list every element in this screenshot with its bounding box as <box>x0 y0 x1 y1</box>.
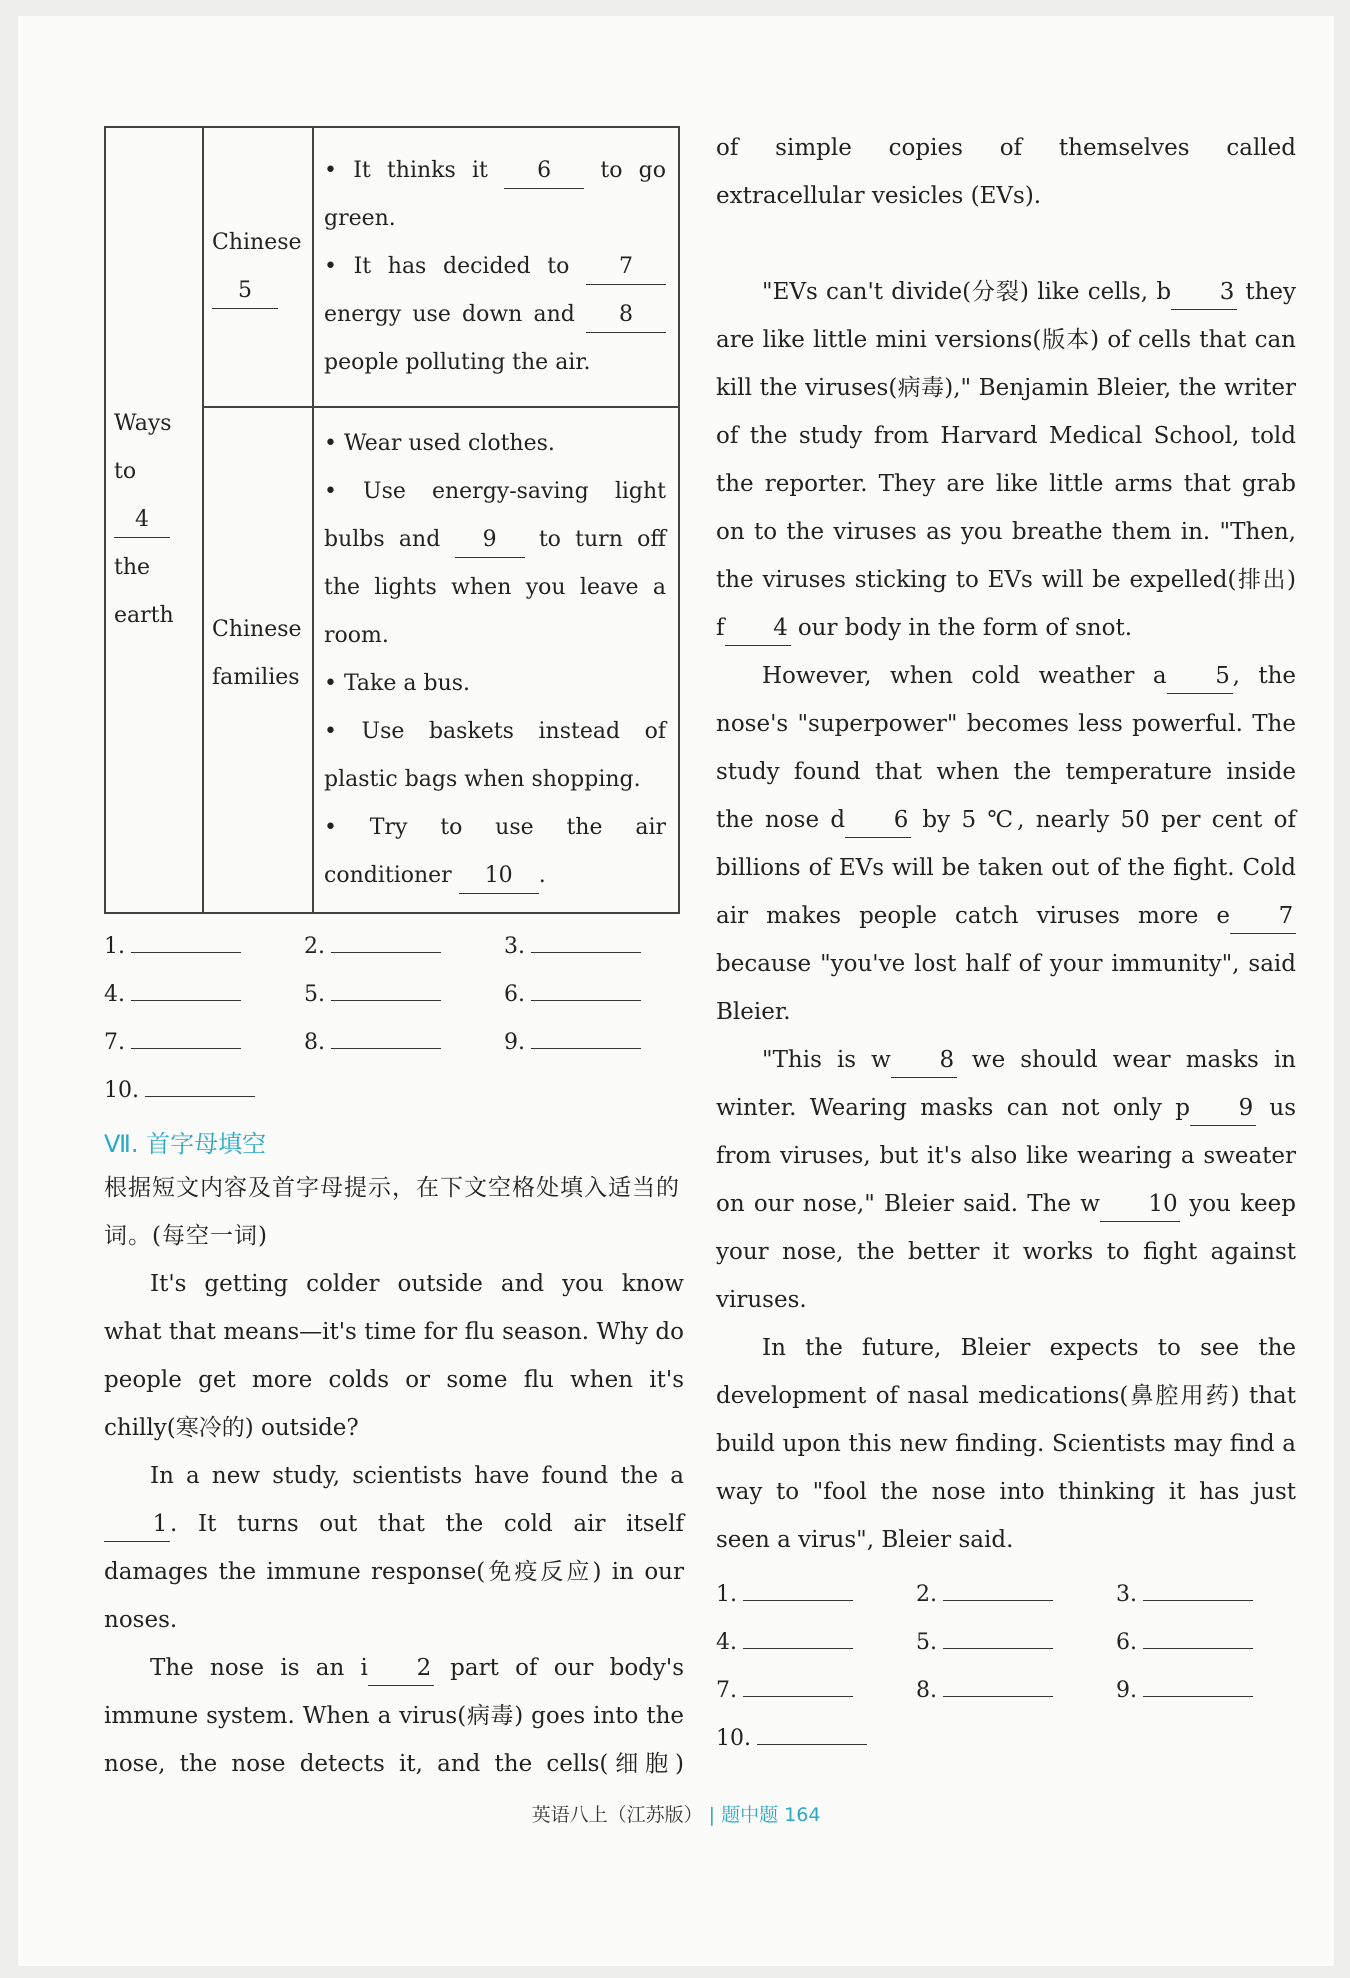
answer-8[interactable]: 8. <box>916 1668 1053 1708</box>
page-footer <box>18 1800 1334 1827</box>
passage-paragraph-6: "This is w 8 we should wear masks in winter. Wearing masks can not only p 9 us from viruses, but it's also like wearing a sweater on our nose," Bleier said. The w 10 you keep your nose, the better it works to fight against viruses. <box>716 1036 1296 1324</box>
passage-blank-1[interactable]: 1 <box>104 1507 170 1542</box>
passage-paragraph-3: The nose is an i 2 part of our body's immune system. When a virus(病毒) goes into the nose, the nose detects it, and the cells(细胞) <box>104 1644 684 1788</box>
families-label-2: families <box>212 665 300 690</box>
answer-9[interactable]: 9. <box>504 1020 641 1060</box>
answer-10[interactable]: 10. <box>104 1068 255 1108</box>
row-header-to: to <box>114 459 137 484</box>
answer-4[interactable]: 4. <box>104 972 241 1012</box>
passage-blank-7[interactable]: 7 <box>1230 899 1296 934</box>
answer-5[interactable]: 5. <box>916 1620 1053 1660</box>
government-actions-cell <box>313 127 679 407</box>
blank-4[interactable]: 4 <box>114 503 170 538</box>
blank-6[interactable]: 6 <box>504 154 584 189</box>
passage-blank-2[interactable]: 2 <box>368 1651 434 1686</box>
families-label-1: Chinese <box>212 617 302 642</box>
row-header-earth: earth <box>114 603 174 628</box>
passage-blank-9[interactable]: 9 <box>1190 1091 1256 1126</box>
row-header-the: the <box>114 555 151 580</box>
government-label-cell <box>203 127 313 407</box>
section-title: Ⅶ. 首字母填空 <box>104 1130 267 1158</box>
answer-grid-right <box>716 1572 1296 1772</box>
passage-paragraph-1: It's getting colder outside and you know what that means—it's time for flu season. Why do people get more colds or some flu when it's chilly(寒冷的) outside? <box>104 1271 684 1441</box>
gov-bullet-2: • It has decided to 7 energy use down and 8 people polluting the air. <box>324 254 666 375</box>
answer-2[interactable]: 2. <box>916 1572 1053 1612</box>
passage-blank-10[interactable]: 10 <box>1100 1187 1180 1222</box>
answer-2[interactable]: 2. <box>304 924 441 964</box>
row-header-ways: Ways <box>114 411 172 436</box>
passage-paragraph-4: "EVs can't divide(分裂) like cells, b 3 they are like little mini versions(版本) of cells that can kill the viruses(病毒)," Benjamin Bleier, the writer of the study from Harvard Medical School, told the reporter. They are like little arms that grab on to the viruses as you breathe them in. "Then, the viruses sticking to EVs will be expelled(排出) f 4 our body in the form of snot. <box>716 268 1296 652</box>
answer-3[interactable]: 3. <box>504 924 641 964</box>
footer-page-number: 164 <box>784 1804 821 1826</box>
answer-5[interactable]: 5. <box>304 972 441 1012</box>
section-instruction: 根据短文内容及首字母提示，在下文空格处填入适当的词。(每空一词) <box>104 1175 680 1249</box>
passage-blank-5[interactable]: 5 <box>1167 659 1233 694</box>
answer-3[interactable]: 3. <box>1116 1572 1253 1612</box>
footer-brand: 题中题 <box>721 1804 779 1826</box>
answer-6[interactable]: 6. <box>1116 1620 1253 1660</box>
right-column <box>716 124 1296 1772</box>
footer-book-title: 英语八上（江苏版） <box>531 1804 703 1826</box>
fam-bullet-4: • Use baskets instead of plastic bags when shopping. <box>324 719 666 792</box>
families-label-cell <box>203 407 313 913</box>
blank-8[interactable]: 8 <box>586 298 666 333</box>
blank-5[interactable]: 5 <box>212 274 278 309</box>
answer-7[interactable]: 7. <box>716 1668 853 1708</box>
fam-bullet-5: • Try to use the air conditioner 10 . <box>324 815 666 888</box>
fam-bullet-2: • Use energy-saving light bulbs and 9 to turn off the lights when you leave a room. <box>324 479 666 648</box>
families-actions-cell <box>313 407 679 913</box>
passage-paragraph-3-continued: of simple copies of themselves called extracellular vesicles (EVs). <box>716 135 1296 209</box>
row-header-cell <box>105 127 203 913</box>
answer-6[interactable]: 6. <box>504 972 641 1012</box>
answer-10[interactable]: 10. <box>716 1716 867 1756</box>
government-label: Chinese <box>212 230 302 255</box>
answer-9[interactable]: 9. <box>1116 1668 1253 1708</box>
answer-1[interactable]: 1. <box>716 1572 853 1612</box>
answer-7[interactable]: 7. <box>104 1020 241 1060</box>
passage-paragraph-2: In a new study, scientists have found the a1 . It turns out that the cold air itself damages the immune response(免疫反应) in our noses. <box>104 1463 684 1633</box>
page <box>18 16 1334 1966</box>
passage-blank-4[interactable]: 4 <box>725 611 791 646</box>
blank-7[interactable]: 7 <box>586 250 666 285</box>
answer-1[interactable]: 1. <box>104 924 241 964</box>
footer-separator: | <box>708 1804 716 1826</box>
passage-blank-8[interactable]: 8 <box>891 1043 957 1078</box>
passage-paragraph-7: In the future, Bleier expects to see the development of nasal medications(鼻腔用药) that build upon this new finding. Scientists may find a way to "fool the nose into thinking it has just seen a virus", Bleier said. <box>716 1335 1296 1553</box>
answer-4[interactable]: 4. <box>716 1620 853 1660</box>
fam-bullet-1: • Wear used clothes. <box>324 431 555 456</box>
gov-bullet-1: • It thinks it 6 to go green. <box>324 158 666 231</box>
passage-paragraph-5: However, when cold weather a 5 , the nose's "superpower" becomes less powerful. The study found that when the temperature inside the nose d 6 by 5 ℃, nearly 50 per cent of billions of EVs will be taken out of the fight. Cold air makes people catch viruses more e 7 because "you've lost half of your immunity", said Bleier. <box>716 652 1296 1036</box>
summary-table <box>104 126 680 914</box>
passage-blank-6[interactable]: 6 <box>845 803 911 838</box>
answer-8[interactable]: 8. <box>304 1020 441 1060</box>
answer-grid-left <box>104 924 684 1124</box>
blank-10[interactable]: 10 <box>459 859 539 894</box>
passage-blank-3[interactable]: 3 <box>1171 275 1237 310</box>
left-column <box>104 126 684 1788</box>
blank-9[interactable]: 9 <box>455 523 525 558</box>
fam-bullet-3: • Take a bus. <box>324 671 471 696</box>
